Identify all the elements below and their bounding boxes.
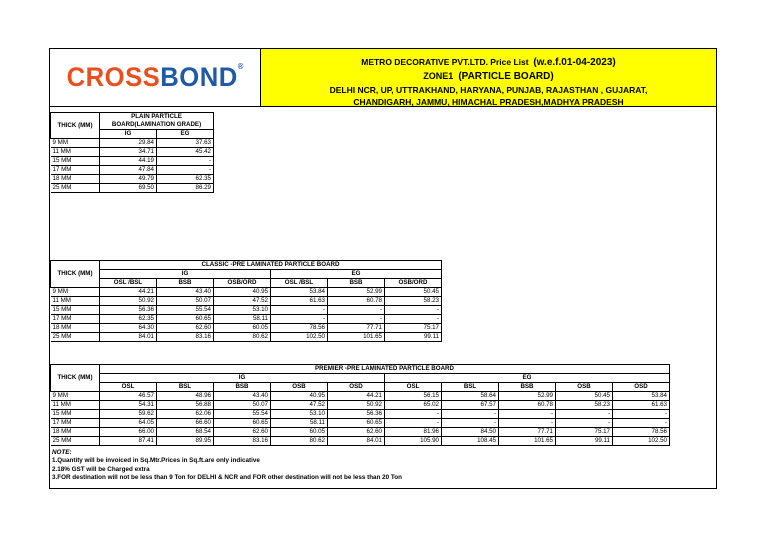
price-cell: - [442,410,499,419]
table-row [51,306,442,315]
price-cell: 60.05 [214,324,271,333]
price-cell: 87.41 [100,437,157,446]
price-cell: 45.42 [157,148,214,157]
price-cell: 62.35 [100,315,157,324]
table-row [51,297,442,306]
price-cell: 55.54 [214,410,271,419]
thickness-cell: 9 MM [51,288,100,297]
price-cell: 53.10 [214,306,271,315]
table-row [51,175,214,184]
column-header: OSB/ORD [385,279,442,288]
price-cell: 62.60 [328,428,385,437]
header-regions-2: CHANDIGARH, JAMMU, HIMACHAL PRADESH,MADHYA PRADESH [353,97,624,107]
price-cell: 44.19 [100,157,157,166]
thickness-cell: 15 MM [51,410,100,419]
price-cell: 62.60 [214,428,271,437]
price-cell: 60.05 [271,428,328,437]
table-row [51,315,442,324]
price-cell: - [271,315,328,324]
thickness-cell: 15 MM [51,306,100,315]
price-cell: 105.90 [385,437,442,446]
thickness-cell: 9 MM [51,139,100,148]
table-row [51,437,670,446]
price-cell: 66.60 [157,419,214,428]
table-row [51,288,442,297]
plain-table-title: PLAIN PARTICLE BOARD(LAMINATION GRADE) [100,113,214,130]
price-cell: - [613,410,670,419]
thickness-cell: 11 MM [51,148,100,157]
thickness-cell: 18 MM [51,175,100,184]
price-cell: 48.96 [157,392,214,401]
classic-prelam-table [50,260,442,342]
price-cell: 52.99 [328,288,385,297]
column-header: OSL [385,383,442,392]
price-cell: 101.65 [499,437,556,446]
premier-prelam-table [50,364,670,446]
price-cell: 50.07 [214,401,271,410]
price-cell: 61.63 [271,297,328,306]
price-cell: 65.02 [385,401,442,410]
price-cell: 40.95 [271,392,328,401]
price-cell: 80.62 [271,437,328,446]
price-cell: 50.45 [385,288,442,297]
thickness-cell: 18 MM [51,324,100,333]
price-cell: 50.92 [328,401,385,410]
thickness-cell: 17 MM [51,166,100,175]
notes-title: NOTE: [52,449,72,456]
note-item-1: 1.Quantity will be invoiced in Sq.Mtr.Prices in Sq.ft.are only indicative [52,457,260,465]
column-header: BSB [499,383,556,392]
column-header: OSL /BSL [271,279,328,288]
price-cell: - [499,410,556,419]
price-cell: 102.50 [271,333,328,342]
price-cell: 56.36 [328,410,385,419]
price-cell: 86.29 [157,184,214,193]
table-row [51,157,214,166]
plain-particle-board-table [50,112,214,193]
column-header: OSB [271,383,328,392]
price-cell: 75.17 [556,428,613,437]
price-cell: 62.06 [157,410,214,419]
group-header: IG [100,374,385,383]
thick-header: THICK (MM) [51,365,100,392]
price-cell: 60.65 [214,419,271,428]
price-cell: 44.21 [328,392,385,401]
price-cell: 78.56 [613,428,670,437]
price-cell: 84.50 [442,428,499,437]
price-cell: 78.56 [271,324,328,333]
column-header: BSL [157,383,214,392]
brand-logo [66,62,243,93]
price-cell: - [442,419,499,428]
column-header: BSB [328,279,385,288]
price-cell: - [328,315,385,324]
price-cell: 60.78 [328,297,385,306]
table-row [51,324,442,333]
price-cell: 99.11 [385,333,442,342]
price-cell: 46.57 [100,392,157,401]
price-cell: 64.30 [100,324,157,333]
price-list-header [261,49,716,107]
column-header: BSL [442,383,499,392]
classic-table-title: CLASSIC -PRE LAMINATED PARTICLE BOARD [100,261,442,270]
header-line1: METRO DECORATIVE PVT.LTD. Price List (w.e.f.01-04-2023) [361,57,616,68]
price-cell: 56.36 [100,306,157,315]
price-cell: 52.99 [499,392,556,401]
price-cell: 108.45 [442,437,499,446]
price-cell: - [157,157,214,166]
price-cell: 58.11 [214,315,271,324]
price-cell: 68.54 [157,428,214,437]
price-cell: 83.16 [214,437,271,446]
price-cell: 77.71 [328,324,385,333]
price-list-sheet [49,48,717,489]
price-cell: 53.84 [271,288,328,297]
price-cell: 67.57 [442,401,499,410]
note-item-3: 3.FOR destination will not be less than 9 Ton for DELHI & NCR and FOR other destination will not be less than 20 Ton [52,473,402,481]
price-cell: - [556,410,613,419]
price-cell: 59.62 [100,410,157,419]
price-cell: 53.10 [271,410,328,419]
column-header: OSD [613,383,670,392]
price-cell: - [385,419,442,428]
price-cell: 84.01 [100,333,157,342]
price-cell: - [499,419,556,428]
price-cell: 56.15 [385,392,442,401]
price-cell: 69.50 [100,184,157,193]
price-cell: - [556,419,613,428]
price-cell: 77.71 [499,428,556,437]
price-cell: 47.52 [214,297,271,306]
price-cell: - [613,419,670,428]
price-cell: - [157,166,214,175]
price-cell: 102.50 [613,437,670,446]
thickness-cell: 9 MM [51,392,100,401]
price-cell: 56.88 [157,401,214,410]
registered-mark: ® [237,62,244,71]
price-cell: 47.84 [100,166,157,175]
price-cell: 44.21 [100,288,157,297]
price-cell: 29.84 [100,139,157,148]
table-row [51,184,214,193]
column-header: OSL [100,383,157,392]
price-cell: - [328,306,385,315]
header-zone: ZONE1 (PARTICLE BOARD) [423,71,554,82]
brand-logo-part1: CROSS [66,62,161,92]
thickness-cell: 25 MM [51,333,100,342]
table-row [51,419,670,428]
column-header: OSL /BSL [100,279,157,288]
group-header: IG [100,270,271,279]
price-cell: 60.78 [499,401,556,410]
price-cell: 58.23 [385,297,442,306]
thick-header: THICK (MM) [51,113,100,139]
price-cell: 43.40 [214,392,271,401]
price-cell: 58.11 [271,419,328,428]
price-cell: 54.31 [100,401,157,410]
thickness-cell: 17 MM [51,419,100,428]
thickness-cell: 18 MM [51,428,100,437]
price-cell: 58.64 [442,392,499,401]
table-row [51,148,214,157]
price-cell: - [385,410,442,419]
price-cell: 43.40 [157,288,214,297]
thickness-cell: 15 MM [51,157,100,166]
thickness-cell: 11 MM [51,297,100,306]
table-row [51,401,670,410]
price-cell: 60.65 [328,419,385,428]
thickness-cell: 17 MM [51,315,100,324]
table-row [51,428,670,437]
table-row [51,392,670,401]
thickness-cell: 11 MM [51,401,100,410]
brand-logo-box [50,49,261,107]
price-cell: 34.71 [100,148,157,157]
brand-logo-part2: BOND [160,62,238,92]
thickness-cell: 25 MM [51,184,100,193]
column-header: BSB [157,279,214,288]
column-header: BSB [214,383,271,392]
thick-header: THICK (MM) [51,261,100,288]
group-header: EG [385,374,670,383]
table-row [51,333,442,342]
price-cell: 50.92 [100,297,157,306]
premier-table-title: PREMIER -PRE LAMINATED PARTICLE BOARD [100,365,670,374]
price-cell: 40.95 [214,288,271,297]
price-cell: 61.63 [613,401,670,410]
column-header: IG [100,130,157,139]
header-regions-1: DELHI NCR, UP, UTTRAKHAND, HARYANA, PUNJAB, RAJASTHAN , GUJARAT, [329,85,648,95]
note-item-2: 2.18% GST will be Charged extra [52,465,150,473]
price-cell: 64.05 [100,419,157,428]
price-cell: 49.79 [100,175,157,184]
table-row [51,410,670,419]
price-cell: 53.84 [613,392,670,401]
price-cell: - [271,306,328,315]
price-cell: 55.54 [157,306,214,315]
price-cell: 80.62 [214,333,271,342]
price-cell: 75.17 [385,324,442,333]
column-header: EG [157,130,214,139]
price-cell: 99.11 [556,437,613,446]
price-cell: 81.96 [385,428,442,437]
price-cell: 62.35 [157,175,214,184]
price-cell: 101.65 [328,333,385,342]
price-cell: 84.01 [328,437,385,446]
price-cell: 37.63 [157,139,214,148]
price-cell: - [385,306,442,315]
price-cell: 83.16 [157,333,214,342]
group-header: EG [271,270,442,279]
table-row [51,139,214,148]
price-cell: 60.65 [157,315,214,324]
price-cell: 89.95 [157,437,214,446]
price-cell: 50.45 [556,392,613,401]
price-cell: 58.23 [556,401,613,410]
price-cell: 66.00 [100,428,157,437]
column-header: OSB/ORD [214,279,271,288]
price-cell: 47.52 [271,401,328,410]
column-header: OSD [328,383,385,392]
notes-section [52,449,402,482]
table-row [51,166,214,175]
thickness-cell: 25 MM [51,437,100,446]
price-cell: - [385,315,442,324]
price-cell: 50.07 [157,297,214,306]
column-header: OSB [556,383,613,392]
price-cell: 62.60 [157,324,214,333]
